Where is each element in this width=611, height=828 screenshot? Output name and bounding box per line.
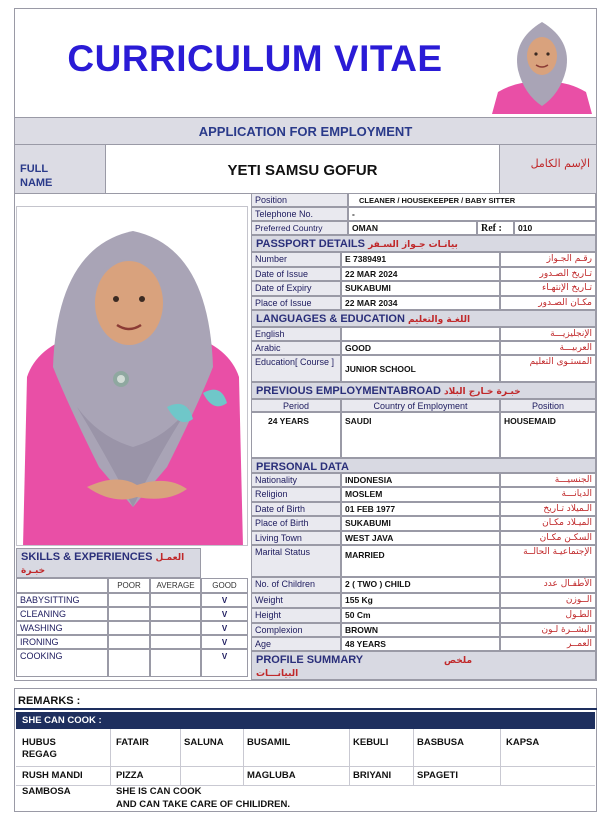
passport-row-arabic: تـاريخ الإنتهـاء — [500, 281, 596, 296]
full-name-value: YETI SAMSU GOFUR — [227, 162, 378, 179]
personal-row-label: Age — [251, 637, 341, 651]
profile-title-arabic: البيانـــات — [256, 669, 299, 679]
employment-section-header — [251, 382, 596, 399]
arabic-arabic: العربيـــة — [500, 341, 596, 355]
remarks-line-2 — [16, 785, 595, 786]
english-arabic: الإنجليزيـــة — [500, 327, 596, 341]
good-header: GOOD — [201, 578, 248, 593]
food-item: KAPSA — [506, 737, 540, 748]
food-item: SPAGETI — [417, 770, 458, 781]
personal-section-header — [251, 458, 596, 473]
passport-row-label: Date of Issue — [251, 267, 341, 282]
average-header: AVERAGE — [150, 578, 201, 593]
passport-row-arabic: مكـان الصـدور — [500, 296, 596, 311]
english-label: English — [251, 327, 341, 341]
food-item: KEBULI — [353, 737, 389, 748]
food-item: MAGLUBA — [247, 770, 296, 781]
profile-title-arabic2: ملخص — [444, 656, 473, 666]
country-header: Country of Employment — [341, 399, 500, 412]
personal-row-arabic: الديانـــة — [500, 487, 596, 502]
food-column-divider — [413, 729, 414, 785]
skill-row-poor — [108, 593, 150, 607]
skill-row-good: V — [201, 621, 248, 635]
skill-row-label: WASHING — [16, 621, 108, 635]
personal-row-value: WEST JAVA — [341, 531, 500, 545]
food-column-divider — [180, 729, 181, 785]
skill-row-good: V — [201, 607, 248, 621]
personal-row-label: Height — [251, 608, 341, 623]
personal-row-value: INDONESIA — [341, 473, 500, 487]
profile-title-text: PROFILE SUMMARY — [256, 654, 363, 666]
skill-row-label: IRONING — [16, 635, 108, 649]
languages-section-header — [251, 310, 596, 327]
food-column-divider — [500, 729, 501, 785]
profile-section-header — [251, 651, 596, 680]
remarks-line-1 — [16, 766, 595, 767]
employment-title: PREVIOUS EMPLOYMENTABROAD — [256, 385, 441, 397]
personal-row-arabic: الـميلاد تـاريخ — [500, 502, 596, 516]
personal-row-arabic: العمــر — [500, 637, 596, 651]
food-item: BRIYANI — [353, 770, 392, 781]
education-arabic: المستـوى التعليم — [500, 355, 596, 382]
personal-row-arabic: السكـن مكـان — [500, 531, 596, 545]
passport-row-value: SUKABUMI — [341, 281, 500, 296]
food-item: FATAIR — [116, 737, 149, 748]
food-item: BASBUSA — [417, 737, 464, 748]
position-value: CLEANER / HOUSEKEEPER / BABY SITTER — [348, 193, 596, 207]
employment-title-arabic: خبـرة خـارج البلاد — [444, 387, 521, 397]
personal-row-value: 2 ( TWO ) CHILD — [341, 577, 500, 593]
passport-row-label: Number — [251, 252, 341, 267]
personal-row-arabic: الطـول — [500, 608, 596, 623]
skills-section-header — [16, 548, 201, 578]
skill-row-average — [150, 649, 201, 677]
languages-title-arabic: اللغـة والتعليم — [407, 315, 471, 325]
skills-blank-header — [16, 578, 108, 593]
passport-row-value: 22 MAR 2034 — [341, 296, 500, 311]
remarks-note-1: SHE IS CAN COOK — [116, 786, 202, 797]
ref-value: 010 — [514, 221, 596, 235]
arabic-value: GOOD — [341, 341, 500, 355]
personal-row-value: MARRIED — [341, 545, 500, 577]
food-item: PIZZA — [116, 770, 144, 781]
passport-row-label: Date of Expiry — [251, 281, 341, 296]
skill-row-good: V — [201, 649, 248, 677]
personal-row-arabic: البشــرة لـون — [500, 623, 596, 637]
large-portrait-photo — [16, 206, 248, 546]
application-title: APPLICATION FOR EMPLOYMENT — [198, 124, 413, 139]
profile-title — [256, 654, 591, 667]
personal-title: PERSONAL DATA — [256, 461, 349, 473]
skill-row-poor — [108, 621, 150, 635]
food-item: RUSH MANDI — [22, 770, 83, 781]
full-name-value-cell — [105, 145, 500, 193]
preferred-country-label: Preferred Country — [251, 221, 348, 235]
passport-row-label: Place of Issue — [251, 296, 341, 311]
food-item: BUSAMIL — [247, 737, 291, 748]
personal-row-label: Place of Birth — [251, 516, 341, 531]
passport-row-arabic: تـاريخ الصـدور — [500, 267, 596, 282]
skill-row-average — [150, 607, 201, 621]
full-name-arabic: الإسم الكامل — [530, 157, 590, 170]
passport-row-value: E 7389491 — [341, 252, 500, 267]
personal-row-value: 155 Kg — [341, 593, 500, 608]
personal-row-label: No. of Children — [251, 577, 341, 593]
languages-title: LANGUAGES & EDUCATION — [256, 313, 405, 325]
personal-row-arabic: الجنسيـــة — [500, 473, 596, 487]
arabic-label: Arabic — [251, 341, 341, 355]
cv-title: CURRICULUM VITAE — [67, 38, 443, 79]
telephone-label: Telephone No. — [251, 207, 348, 221]
position-header: Position — [500, 399, 596, 412]
passport-title: PASSPORT DETAILS — [256, 238, 365, 250]
passport-section-header — [251, 235, 596, 252]
telephone-value: - — [348, 207, 596, 221]
personal-row-label: Nationality — [251, 473, 341, 487]
skills-title: SKILLS & EXPERIENCES — [21, 551, 153, 563]
full-name-label: FULL NAME — [20, 163, 53, 189]
personal-row-value: 50 Cm — [341, 608, 500, 623]
skill-row-average — [150, 593, 201, 607]
skill-row-poor — [108, 635, 150, 649]
small-portrait-photo — [488, 10, 596, 114]
personal-row-value: SUKABUMI — [341, 516, 500, 531]
personal-row-label: Complexion — [251, 623, 341, 637]
skill-row-average — [150, 621, 201, 635]
remarks-note-2: AND CAN TAKE CARE OF CHILIDREN. — [116, 799, 290, 810]
period-value: 24 YEARS — [251, 412, 341, 458]
skill-row-label: CLEANING — [16, 607, 108, 621]
poor-header: POOR — [108, 578, 150, 593]
food-column-divider — [243, 729, 244, 785]
passport-row-arabic: رقـم الجـواز — [500, 252, 596, 267]
skill-row-good: V — [201, 635, 248, 649]
skill-row-poor — [108, 607, 150, 621]
personal-row-arabic: الميـلاد مكـان — [500, 516, 596, 531]
ref-label: Ref : — [477, 221, 514, 235]
english-value — [341, 327, 500, 341]
food-column-divider — [349, 729, 350, 785]
skill-row-poor — [108, 649, 150, 677]
skill-row-average — [150, 635, 201, 649]
personal-row-label: Living Town — [251, 531, 341, 545]
country-value: SAUDI — [341, 412, 500, 458]
personal-row-value: BROWN — [341, 623, 500, 637]
food-item: HUBUS REGAG — [22, 737, 57, 760]
sambosa-item: SAMBOSA — [22, 786, 71, 797]
personal-row-label: Date of Birth — [251, 502, 341, 516]
position-value-cell: HOUSEMAID — [500, 412, 596, 458]
personal-row-value: MOSLEM — [341, 487, 500, 502]
personal-row-arabic: الأطفـال عدد — [500, 577, 596, 593]
personal-row-arabic: الإجتماعيـة الحالــة — [500, 545, 596, 577]
passport-row-value: 22 MAR 2024 — [341, 267, 500, 282]
personal-row-value: 48 YEARS — [341, 637, 500, 651]
food-item: SALUNA — [184, 737, 224, 748]
skill-row-label: BABYSITTING — [16, 593, 108, 607]
personal-row-arabic: الــوزن — [500, 593, 596, 608]
personal-row-value: 01 FEB 1977 — [341, 502, 500, 516]
period-header: Period — [251, 399, 341, 412]
remarks-title: REMARKS : — [18, 695, 81, 707]
personal-row-label: Marital Status — [251, 545, 341, 577]
personal-row-label: Weight — [251, 593, 341, 608]
remarks-frame — [14, 688, 597, 812]
skill-row-label: COOKING — [16, 649, 108, 677]
skills-title-arabic: العمـل خبـرة — [21, 553, 185, 576]
remarks-underline — [14, 708, 597, 710]
skill-row-good: V — [201, 593, 248, 607]
position-label: Position — [251, 193, 348, 207]
application-header — [15, 117, 596, 145]
passport-title-arabic: بيانـات جـواز السـفر — [368, 240, 458, 250]
education-value: JUNIOR SCHOOL — [341, 355, 500, 382]
full-name-arabic-cell — [500, 145, 596, 193]
personal-row-label: Religion — [251, 487, 341, 502]
she-can-cook-label: SHE CAN COOK : — [22, 715, 102, 726]
preferred-country-value: OMAN — [348, 221, 477, 235]
food-column-divider — [110, 729, 111, 785]
full-name-label-cell — [15, 145, 105, 193]
education-label: Education[ Course ] — [251, 355, 341, 382]
she-can-cook-bar — [16, 712, 595, 729]
